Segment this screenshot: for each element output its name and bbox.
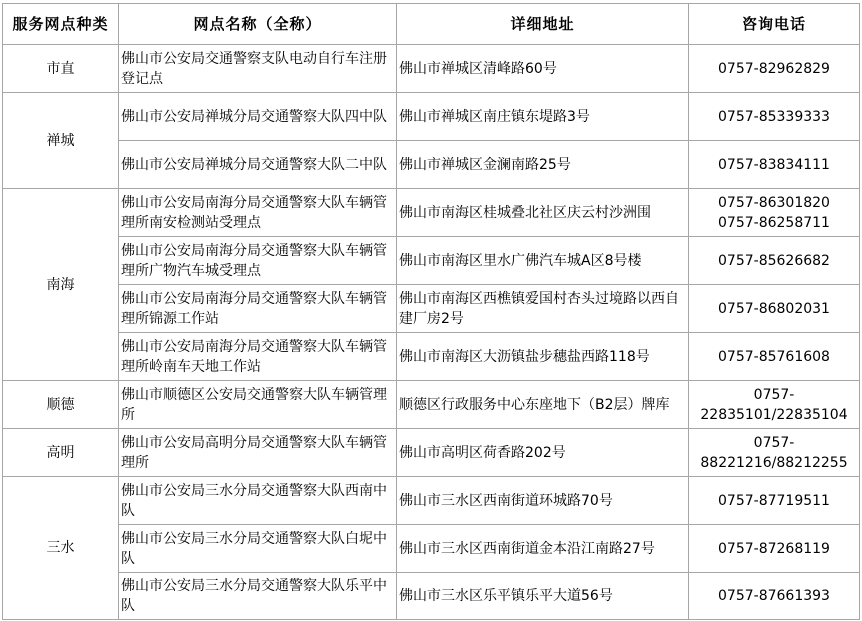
header-category: 服务网点种类 bbox=[3, 4, 119, 45]
service-points-table bbox=[2, 3, 860, 620]
phone-cell: 0757-83834111 bbox=[689, 141, 860, 189]
table-row bbox=[3, 285, 860, 333]
address-cell: 佛山市三水区西南街道金本沿江南路27号 bbox=[397, 525, 689, 573]
table-row bbox=[3, 189, 860, 237]
table-row bbox=[3, 237, 860, 285]
category-cell: 高明 bbox=[3, 429, 119, 477]
phone-cell: 0757-85339333 bbox=[689, 93, 860, 141]
table-row bbox=[3, 477, 860, 525]
name-cell: 佛山市公安局交通警察支队电动自行车注册登记点 bbox=[119, 45, 397, 93]
name-cell: 佛山市公安局禅城分局交通警察大队二中队 bbox=[119, 141, 397, 189]
phone-cell: 0757-86301820 0757-86258711 bbox=[689, 189, 860, 237]
address-cell: 佛山市三水区西南街道环城路70号 bbox=[397, 477, 689, 525]
table-row bbox=[3, 525, 860, 573]
table-row bbox=[3, 573, 860, 620]
phone-cell: 0757-85626682 bbox=[689, 237, 860, 285]
phone-cell: 0757- 88221216/88212255 bbox=[689, 429, 860, 477]
name-cell: 佛山市公安局三水分局交通警察大队西南中队 bbox=[119, 477, 397, 525]
header-phone: 咨询电话 bbox=[689, 4, 860, 45]
category-cell: 禅城 bbox=[3, 93, 119, 189]
header-address: 详细地址 bbox=[397, 4, 689, 45]
address-cell: 佛山市南海区西樵镇爱国村杏头过境路以西自建厂房2号 bbox=[397, 285, 689, 333]
address-cell: 顺德区行政服务中心东座地下（B2层）牌库 bbox=[397, 381, 689, 429]
header-name: 网点名称（全称） bbox=[119, 4, 397, 45]
phone-cell: 0757-87719511 bbox=[689, 477, 860, 525]
table-row bbox=[3, 429, 860, 477]
address-cell: 佛山市三水区乐平镇乐平大道56号 bbox=[397, 573, 689, 620]
phone-cell: 0757-86802031 bbox=[689, 285, 860, 333]
phone-cell: 0757-87661393 bbox=[689, 573, 860, 620]
address-cell: 佛山市禅城区金澜南路25号 bbox=[397, 141, 689, 189]
name-cell: 佛山市公安局南海分局交通警察大队车辆管理所广物汽车城受理点 bbox=[119, 237, 397, 285]
name-cell: 佛山市顺德区公安局交通警察大队车辆管理所 bbox=[119, 381, 397, 429]
table-row bbox=[3, 333, 860, 381]
name-cell: 佛山市公安局三水分局交通警察大队乐平中队 bbox=[119, 573, 397, 620]
phone-cell: 0757-87268119 bbox=[689, 525, 860, 573]
address-cell: 佛山市南海区里水广佛汽车城A区8号楼 bbox=[397, 237, 689, 285]
category-cell: 三水 bbox=[3, 477, 119, 620]
table-row bbox=[3, 93, 860, 141]
phone-cell: 0757-85761608 bbox=[689, 333, 860, 381]
name-cell: 佛山市公安局三水分局交通警察大队白坭中队 bbox=[119, 525, 397, 573]
category-cell: 顺德 bbox=[3, 381, 119, 429]
phone-cell: 0757- 22835101/22835104 bbox=[689, 381, 860, 429]
table-row bbox=[3, 141, 860, 189]
name-cell: 佛山市公安局禅城分局交通警察大队四中队 bbox=[119, 93, 397, 141]
name-cell: 佛山市公安局南海分局交通警察大队车辆管理所锦源工作站 bbox=[119, 285, 397, 333]
address-cell: 佛山市禅城区清峰路60号 bbox=[397, 45, 689, 93]
name-cell: 佛山市公安局南海分局交通警察大队车辆管理所岭南车天地工作站 bbox=[119, 333, 397, 381]
name-cell: 佛山市公安局南海分局交通警察大队车辆管理所南安检测站受理点 bbox=[119, 189, 397, 237]
table-header-row bbox=[3, 4, 860, 45]
address-cell: 佛山市南海区桂城叠北社区庆云村沙洲围 bbox=[397, 189, 689, 237]
name-cell: 佛山市公安局高明分局交通警察大队车辆管理所 bbox=[119, 429, 397, 477]
category-cell: 南海 bbox=[3, 189, 119, 381]
table-row bbox=[3, 381, 860, 429]
address-cell: 佛山市南海区大沥镇盐步穗盐西路118号 bbox=[397, 333, 689, 381]
table-row bbox=[3, 45, 860, 93]
phone-cell: 0757-82962829 bbox=[689, 45, 860, 93]
category-cell: 市直 bbox=[3, 45, 119, 93]
address-cell: 佛山市高明区荷香路202号 bbox=[397, 429, 689, 477]
address-cell: 佛山市禅城区南庄镇东堤路3号 bbox=[397, 93, 689, 141]
